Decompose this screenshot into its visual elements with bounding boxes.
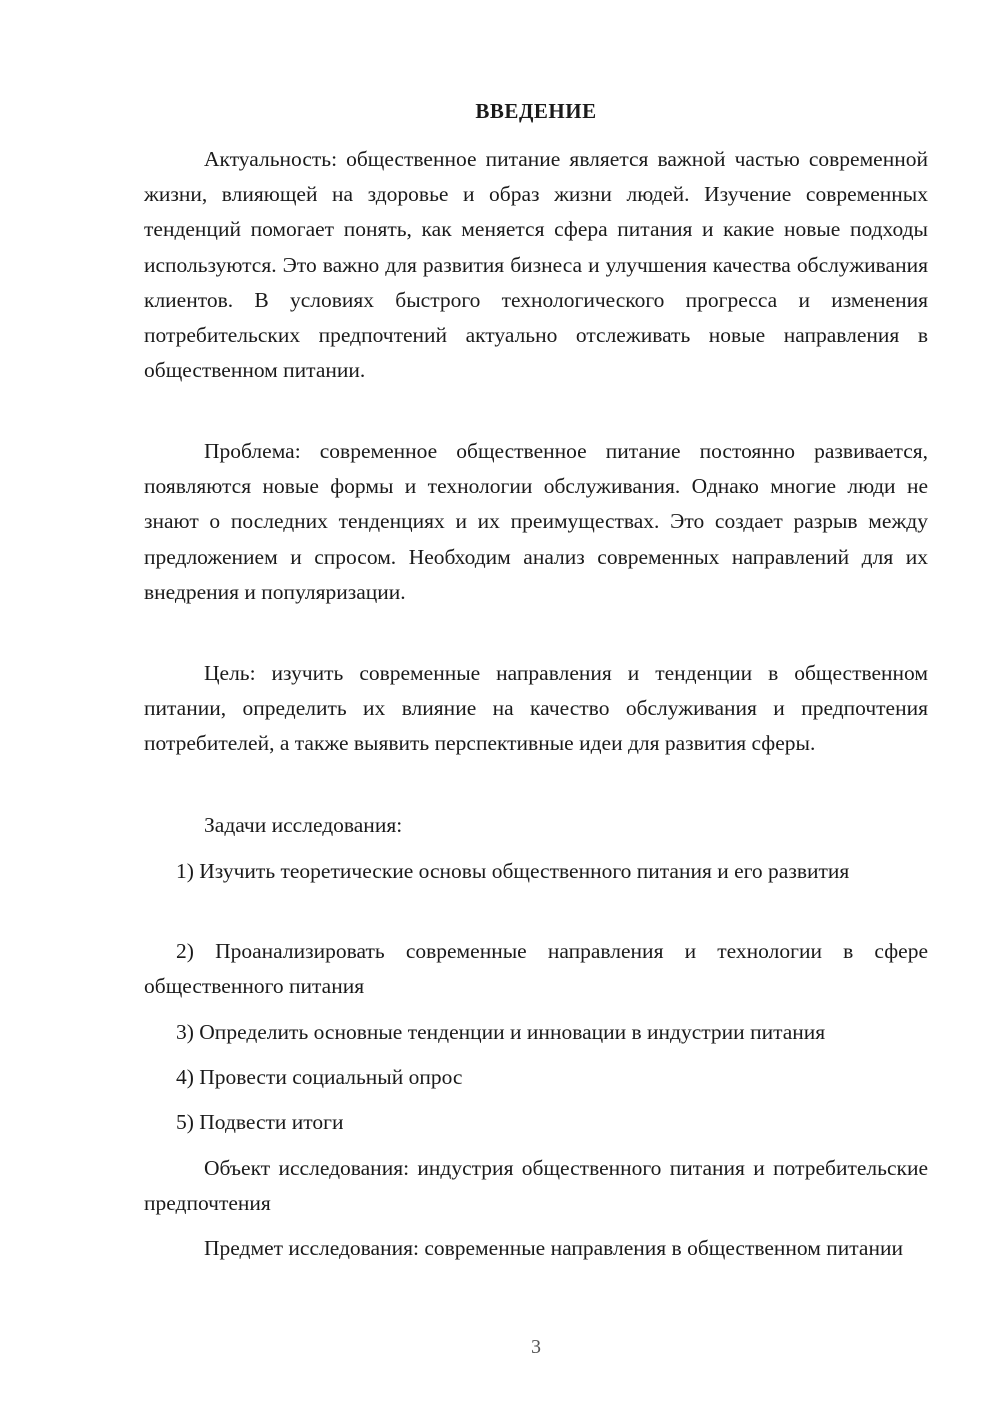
relevance-paragraph: Актуальность: общественное питание является важной частью современной жизни, влияющей на здоровье и образ жизни людей. Изучение современных тенденций помогает понять, как меняется сфера питания и какие новые подходы используются. Это важно для развития бизнеса и улучшения качества обслуживания клиентов. В условиях быстрого технологического прогресса и изменения потребительских предпочтений актуально отслеживать новые направления в общественном питании. bbox=[144, 147, 928, 383]
problem-paragraph: Проблема: современное общественное питание постоянно развивается, появляются новые формы и технологии обслуживания. Однако многие люди не знают о последних тенденциях и их преимуществах. Это создает разрыв между предложением и спросом. Необходим анализ современных направлений для их внедрения и популяризации. bbox=[144, 439, 928, 604]
task-item-1: 1) Изучить теоретические основы общественного питания и его развития bbox=[176, 859, 850, 883]
task-item-4: 4) Провести социальный опрос bbox=[176, 1065, 463, 1089]
page-title: ВВЕДЕНИЕ bbox=[475, 99, 597, 123]
task-item-5: 5) Подвести итоги bbox=[176, 1110, 344, 1134]
subject-paragraph: Предмет исследования: современные направления в общественном питании bbox=[204, 1236, 903, 1260]
page-number: 3 bbox=[531, 1336, 541, 1358]
tasks-heading: Задачи исследования: bbox=[204, 813, 403, 837]
task-item-2: 2) Проанализировать современные направления и технологии в сфере общественного питания bbox=[144, 939, 928, 999]
object-paragraph: Объект исследования: индустрия общественного питания и потребительские предпочтения bbox=[144, 1156, 928, 1216]
goal-paragraph: Цель: изучить современные направления и тенденции в общественном питании, определить их влияние на качество обслуживания и предпочтения потребителей, а также выявить перспективные идеи для развития сферы. bbox=[144, 661, 928, 756]
task-item-3: 3) Определить основные тенденции и инновации в индустрии питания bbox=[176, 1020, 826, 1044]
